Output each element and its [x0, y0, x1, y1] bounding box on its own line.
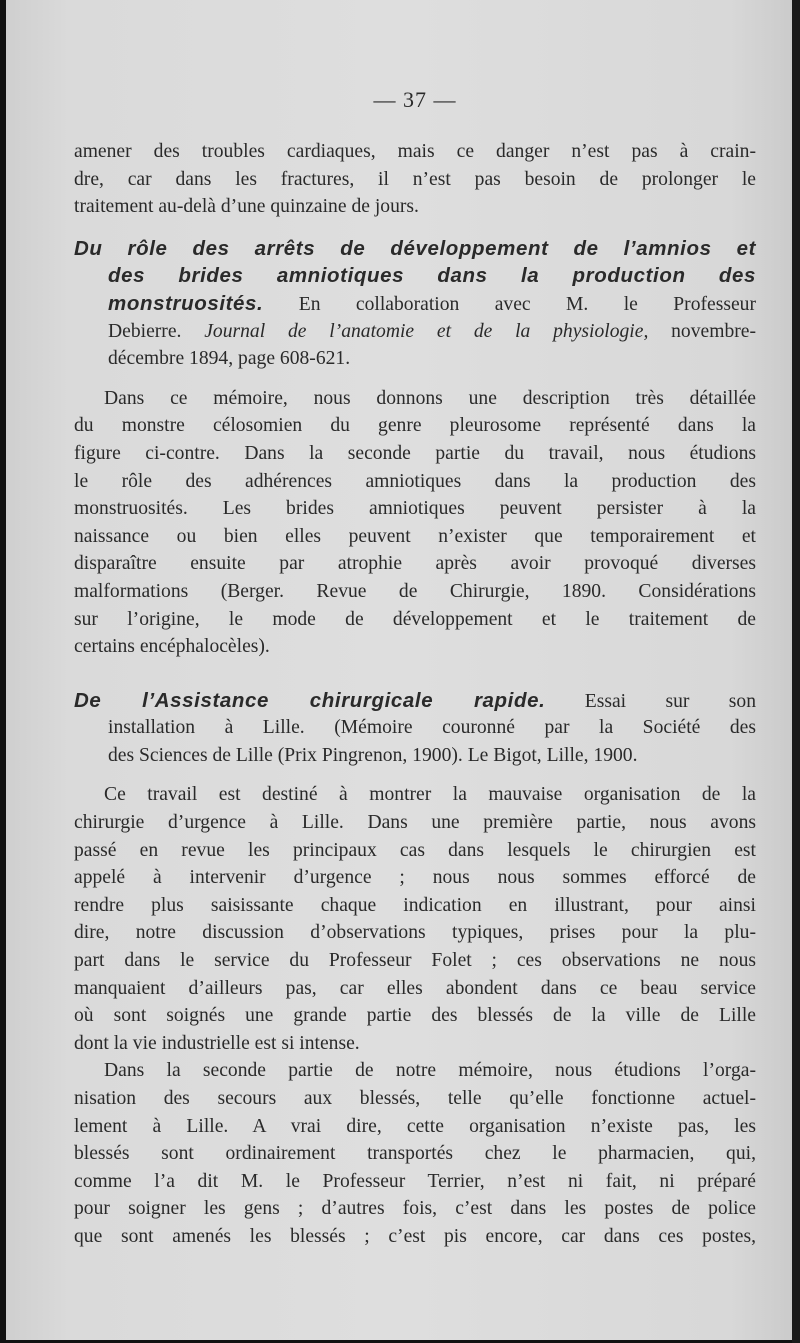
page-text	[74, 82, 756, 1251]
citation-author: Debierre.	[108, 320, 205, 342]
citation-line: installation à Lille. (Mémoire couronné par la Société des	[108, 717, 756, 739]
text-line: figure ci-contre. Dans la seconde partie du travail, nous étudions	[74, 442, 756, 464]
text-line: naissance ou bien elles peuvent n’exister que temporairement et	[74, 525, 756, 547]
text-line: malformations (Berger. Revue de Chirurgie, 1890. Considérations	[74, 580, 756, 602]
text-line: pour soigner les gens ; d’autres fois, c’est dans les postes de police	[74, 1198, 756, 1220]
text-line: dre, car dans les fractures, il n’est pas besoin de prolonger le	[74, 168, 756, 190]
text-line: traitement au-delà d’une quinzaine de jours.	[74, 196, 419, 218]
text-line: blessés sont ordinairement transportés chez le pharmacien, qui,	[74, 1143, 756, 1165]
entry-heading-end: monstruosités.	[108, 291, 264, 315]
document-page	[6, 0, 792, 1340]
text-line: amener des troubles cardiaques, mais ce danger n’est pas à crain-	[74, 141, 756, 162]
text-line: rendre plus saisissante chaque indication en illustrant, pour ainsi	[74, 894, 756, 916]
text-line: manquaient d’ailleurs pas, car elles abondent dans ce beau service	[74, 977, 756, 999]
scan-edge	[792, 0, 800, 1343]
text-line: certains encéphalocèles).	[74, 636, 270, 658]
text-line: dire, notre discussion d’observations typiques, prises pour la plu-	[74, 922, 756, 944]
text-line: Dans la seconde partie de notre mémoire, nous étudions l’orga-	[104, 1060, 756, 1082]
text-line: que sont amenés les blessés ; c’est pis encore, car dans ces postes,	[74, 1225, 756, 1247]
entry-heading-line: Du rôle des arrêts de développement de l’amnios et	[74, 236, 756, 260]
entry-heading-line	[74, 290, 756, 318]
text-line: comme l’a dit M. le Professeur Terrier, n’est ni fait, ni préparé	[74, 1170, 756, 1192]
entry-heading-line: des brides amniotiques dans la production des	[108, 264, 756, 288]
citation-line: décembre 1894, page 608-621.	[108, 348, 351, 370]
text-line: monstruosités. Les brides amniotiques peuvent persister à la	[74, 498, 756, 520]
text-line: le rôle des adhérences amniotiques dans la production des	[74, 470, 756, 492]
text-line: dont la vie industrielle est si intense.	[74, 1032, 360, 1054]
entry-body-para2	[74, 1057, 756, 1250]
text-line: passé en revue les principaux cas dans lesquels le chirurgien est	[74, 839, 756, 861]
entry-body	[74, 385, 756, 661]
collaboration-text: En collaboration avec M. le Professeur	[263, 293, 756, 315]
intro-paragraph	[74, 138, 756, 221]
text-line: Dans ce mémoire, nous donnons une description très détaillée	[104, 387, 756, 409]
text-line: nisation des secours aux blessés, telle qu’elle fonctionne actuel-	[74, 1088, 756, 1109]
text-line: chirurgie d’urgence à Lille. Dans une première partie, nous avons	[74, 812, 756, 834]
text-line: disparaître ensuite par atrophie après avoir provoqué diverses	[74, 553, 756, 575]
text-line: Ce travail est destiné à montrer la mauvaise organisation de la	[104, 784, 756, 806]
bibliography-entry-amnios	[74, 235, 756, 661]
text-line: du monstre célosomien du genre pleurosome représenté dans la	[74, 415, 756, 437]
text-line: part dans le service du Professeur Folet ; ces observations ne nous	[74, 950, 756, 972]
citation-line	[74, 318, 756, 346]
bibliography-entry-assistance	[74, 687, 756, 1251]
page-number: — 37 —	[373, 87, 457, 112]
text-line: lement à Lille. A vrai dire, cette organisation n’existe pas, les	[74, 1115, 756, 1137]
citation-date: novembre-	[648, 320, 756, 342]
entry-body-para1	[74, 781, 756, 1057]
citation-line: des Sciences de Lille (Prix Pingrenon, 1900). Le Bigot, Lille, 1900.	[108, 744, 638, 766]
entry-heading: De l’Assistance chirurgicale rapide.	[74, 688, 546, 712]
text-line: appelé à intervenir d’urgence ; nous nous sommes efforcé de	[74, 867, 756, 889]
entry-subtitle: Essai sur son	[545, 690, 756, 712]
text-line: où sont soignés une grande partie des blessés de la ville de Lille	[74, 1005, 756, 1027]
text-line: sur l’origine, le mode de développement et le traitement de	[74, 608, 756, 630]
entry-heading-line	[74, 687, 756, 715]
journal-title: Journal de l’anatomie et de la physiologie,	[204, 320, 649, 342]
